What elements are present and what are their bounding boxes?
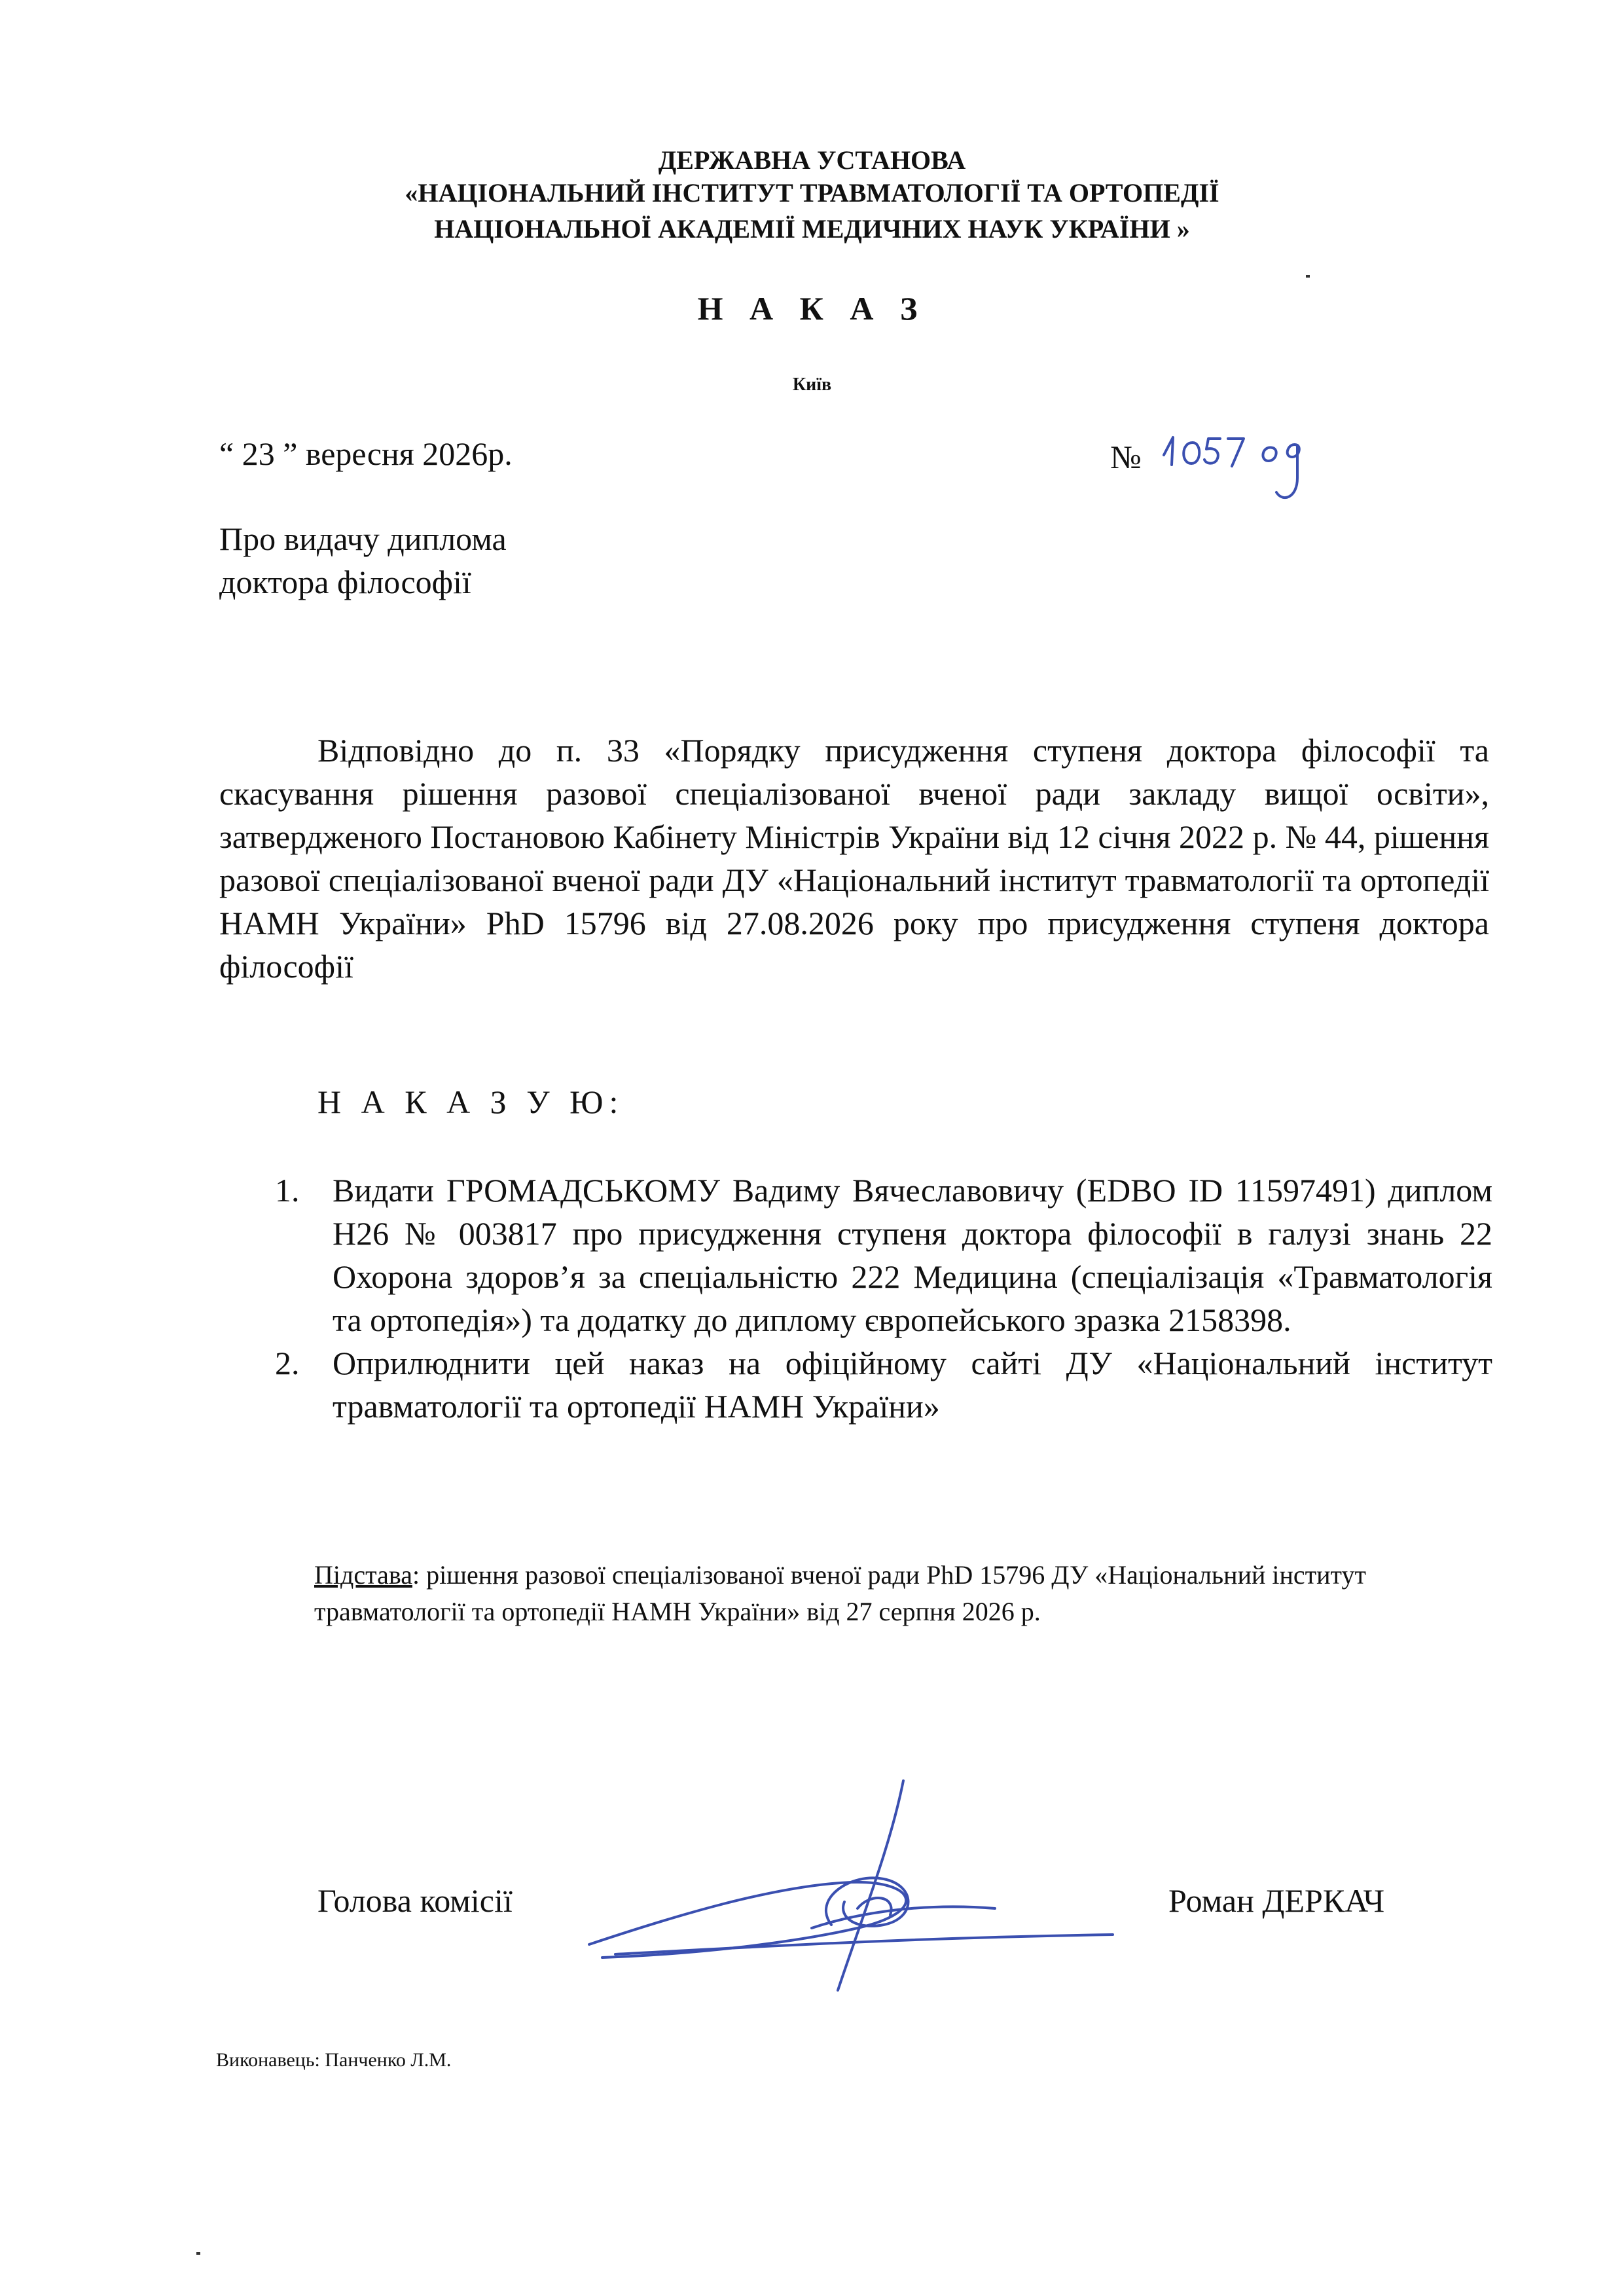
order-subject [219,517,507,604]
order-subject-line-2: доктора філософії [219,564,471,600]
order-item-text: Видати ГРОМАДСЬКОМУ Вадиму Вячеславовичу (EDBO ID 11597491) диплом Н26 № 003817 про присудження ступеня доктора філософії в галузі знань 22 Охорона здоров’я за спеціальністю 222 Медицина (спеціалізація «Травматологія та ортопедія») та додатку до диплому європейського зразка 2158398. [333,1172,1492,1338]
signatory-position: Голова комісії [317,1882,513,1919]
order-item [275,1341,1492,1428]
order-item [275,1169,1492,1341]
handwritten-signature [576,1768,1119,2003]
basis-note [314,1557,1492,1630]
institution-header-line-1: ДЕРЖАВНА УСТАНОВА [658,145,966,175]
order-item-text: Оприлюднити цей наказ на офіційному сайті ДУ «Національний інститут травматології та ортопедії НАМН України» [333,1345,1492,1425]
executor-note: Виконавець: Панченко Л.М. [216,2049,452,2071]
order-items-list [275,1169,1492,1428]
basis-label: Підстава [314,1560,412,1590]
order-subject-line-1: Про видачу диплома [219,520,507,557]
basis-text: : рішення разової спеціалізованої вченої ради PhD 15796 ДУ «Національний інститут травматології та ортопедії НАМН України» від 27 серпня 2026 р. [314,1560,1366,1626]
scan-speck [1306,275,1310,278]
order-directive-heading: Н А К А З У Ю: [317,1084,624,1120]
preamble-paragraph: Відповідно до п. 33 «Порядку присудження ступеня доктора філософії та скасування рішення разової спеціалізованої вченої ради закладу вищої освіти», затвердженого Постановою Кабінету Міністрів України від 12 січня 2022 р. № 44, рішення разової спеціалізованої вченої ради ДУ «Національний інститут травматології та ортопедії НАМН України» PhD 15796 від 27.08.2026 року про присудження ступеня доктора філософії [219,732,1489,985]
document-title: Н А К А З [697,290,927,327]
handwritten-order-number [1159,419,1309,517]
order-number-label: № [1110,439,1142,475]
order-date: “ 23 ” вересня 2026р. [219,435,513,472]
institution-header-line-3: НАЦІОНАЛЬНОЇ АКАДЕМІЇ МЕДИЧНИХ НАУК УКРАЇНИ » [434,214,1190,244]
order-item-number: 1. [275,1172,300,1209]
signatory-name: Роман ДЕРКАЧ [1168,1882,1385,1919]
city: Київ [792,374,832,395]
scan-speck [196,2252,200,2255]
order-item-number: 2. [275,1345,300,1381]
institution-header-line-2: «НАЦІОНАЛЬНИЙ ІНСТИТУТ ТРАВМАТОЛОГІЇ ТА ОРТОПЕДІЇ [405,178,1219,208]
